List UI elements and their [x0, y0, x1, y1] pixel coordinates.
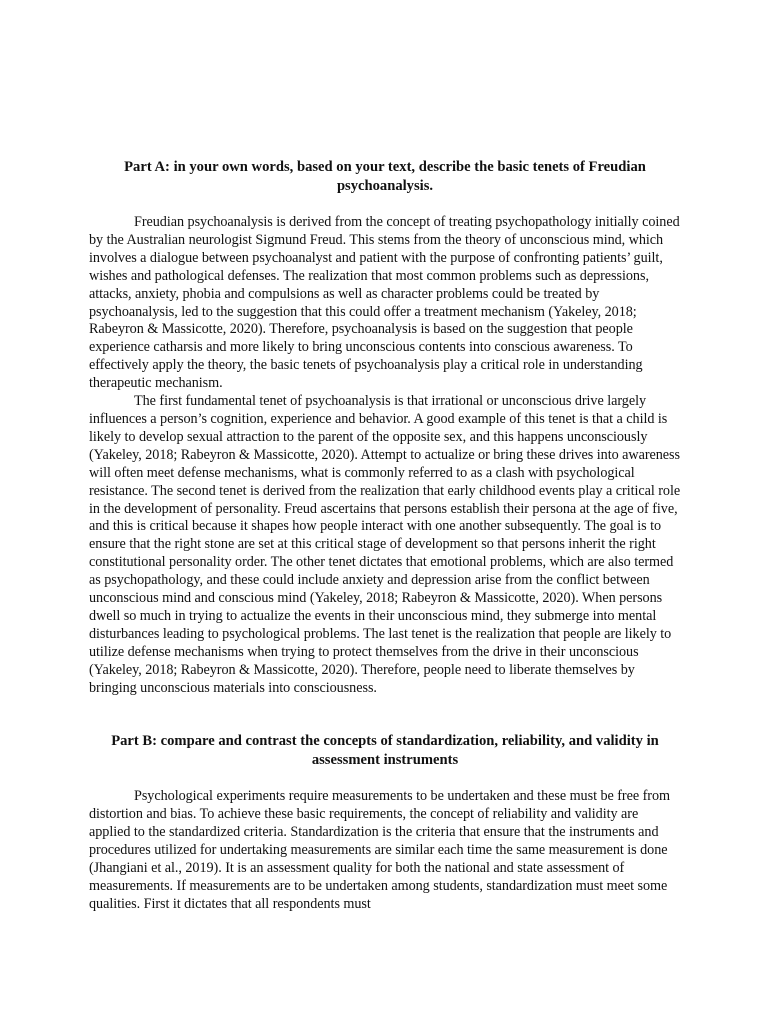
part-b-heading: Part B: compare and contrast the concepts of standardization, reliability, and validity in assessment instruments — [111, 733, 659, 769]
part-b-section — [89, 732, 681, 913]
part-b-paragraph-1: Psychological experiments require measurements to be undertaken and these must be free from distortion and bias. To achieve these basic requirements, the concept of reliability and validity are applied to the standardized criteria. Standardization is the criteria that ensure that the instruments and procedures utilized for undertaking measurements are similar each time the same measurement is done (Jhangiani et al., 2019). It is an assessment quality for both the national and state assessment of measurements. If measurements are to be undertaken among students, standardization must meet some qualities. First it dictates that all respondents must — [89, 788, 670, 912]
part-a-paragraph-2: The first fundamental tenet of psychoanalysis is that irrational or unconscious drive largely influences a person’s cognition, experience and behavior. A good example of this tenet is that a child is likely to develop sexual attraction to the parent of the opposite sex, and this happens unconsciously (Yakeley, 2018; Rabeyron & Massicotte, 2020). Attempt to actualize or bring these drives into awareness will often meet defense mechanisms, what is commonly referred to as a clash with psychological resistance. The second tenet is derived from the realization that early childhood events play a critical role in the development of personality. Freud ascertains that persons establish their persona at the age of five, and this is critical because it shapes how people interact with one another subsequently. The goal is to ensure that the right stone are set at this critical stage of development so that persons inherit the right constitutional personality order. The other tenet dictates that emotional problems, which are also termed as psychopathology, and these could include anxiety and depression arise from the conflict between unconscious mind and conscious mind (Yakeley, 2018; Rabeyron & Massicotte, 2020). When persons dwell so much in trying to actualize the events in their unconscious mind, they submerge into mental disturbances leading to psychological problems. The last tenet is the realization that people are likely to utilize defense mechanisms when trying to protect themselves from the drive in their unconscious (Yakeley, 2018; Rabeyron & Massicotte, 2020). Therefore, people need to liberate themselves by bringing unconscious materials into consciousness. — [89, 393, 681, 696]
part-a-section — [89, 158, 681, 697]
part-a-heading: Part A: in your own words, based on your text, describe the basic tenets of Freudian psychoanalysis. — [124, 159, 646, 194]
document-content — [89, 158, 681, 914]
part-a-paragraph-1: Freudian psychoanalysis is derived from the concept of treating psychopathology initially coined by the Australian neurologist Sigmund Freud. This stems from the theory of unconscious mind, which involves a dialogue between psychoanalyst and patient with the purpose of confronting patients’ guilt, wishes and pathological defenses. The realization that most common problems such as depressions, attacks, anxiety, phobia and compulsions as well as character problems could be treated by psychoanalysis, led to the suggestion that this could offer a treatment mechanism (Yakeley, 2018; Rabeyron & Massicotte, 2020). Therefore, psychoanalysis is based on the suggestion that people experience catharsis and more likely to bring unconscious contents into conscious awareness. To effectively apply the theory, the basic tenets of psychoanalysis play a critical role in understanding therapeutic mechanism. — [89, 214, 680, 392]
